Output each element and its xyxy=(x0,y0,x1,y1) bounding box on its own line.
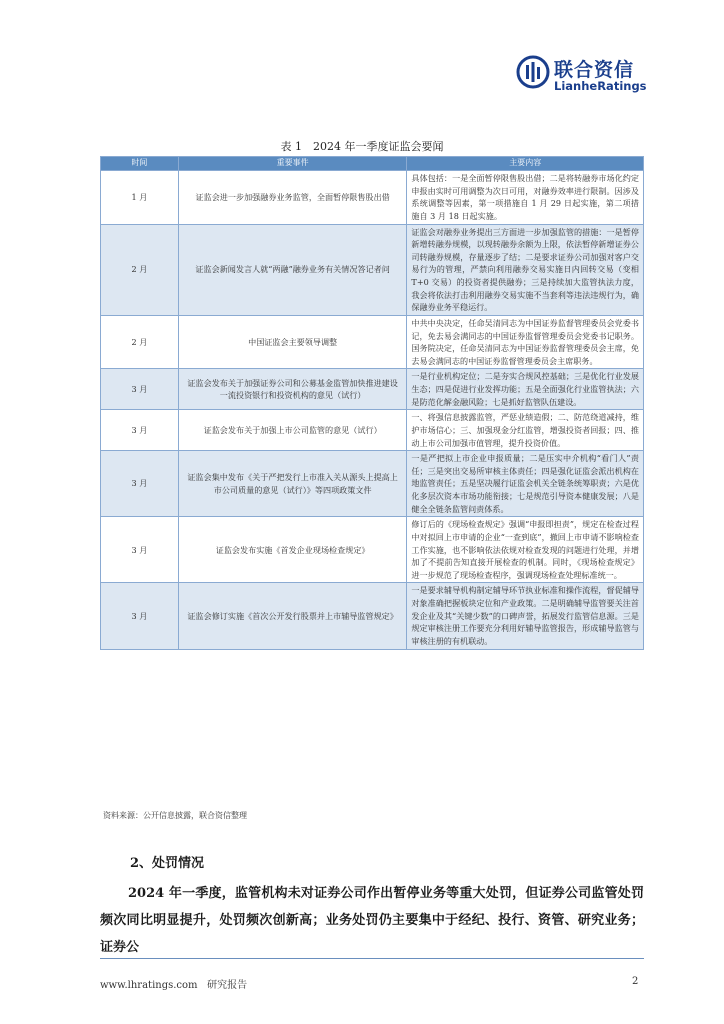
header-time: 时间 xyxy=(101,157,179,171)
row-content: 修订后的《现场检查规定》强调“申报即担责”，规定在检查过程中对拟回上市申请的企业“一查到底”，撤回上市申请不影响检查工作实施，也不影响依法依规对检查发现的问题进行处理，并增加了不提前告知直接开展检查的机制。同时，《现场检查规定》进一步规范了现场检查程序，强调现场检查处理标准统一。 xyxy=(407,517,644,583)
row-event: 证监会修订实施《首次公开发行股票并上市辅导监管规定》 xyxy=(178,583,407,649)
table-row xyxy=(101,517,644,583)
csrc-events-table xyxy=(100,156,644,650)
row-event: 证监会发布关于加强上市公司监管的意见（试行） xyxy=(178,410,407,451)
logo-chinese-name: 联合资信 xyxy=(554,59,635,81)
row-time: 1 月 xyxy=(101,171,179,225)
row-event: 证监会发布实施《首发企业现场检查规定》 xyxy=(178,517,407,583)
row-content: 一是严把拟上市企业申报质量；二是压实中介机构“看门人”责任；三是突出交易所审核主体责任；四是强化证监会派出机构在地监管责任；五是坚决履行证监会机关全链条统筹职责；六是优化多层次资本市场功能衔接；七是规范引导资本健康发展；八是健全全链条监管问责体系。 xyxy=(407,451,644,517)
table-row xyxy=(101,315,644,369)
table-row xyxy=(101,224,644,315)
row-content: 证监会对融券业务提出三方面进一步加强监管的措施：一是暂停新增转融券规模，以现转融券余额为上限，依法暂停新增证券公司转融券规模，存量逐步了结；二是要求证券公司加强对客户交易行为的管理，严禁向利用融券交易实施日内回转交易（变相 T+0 交易）的投资者提供融券；三是持续加大监管执法力度，我会将依法打击利用融券交易实施不当套利等违法违规行为，确保融券业务平稳运行。 xyxy=(407,224,644,315)
row-content: 具体包括：一是全面暂停限售股出借；二是将转融券市场化约定申报由实时可用调整为次日可用，对融券效率进行限制。因涉及系统调整等因素，第一项措施自 1 月 29 日起实施，第二项措施自 3 月 18 日起实施。 xyxy=(407,171,644,225)
table-row xyxy=(101,369,644,410)
logo-english-name: LianheRatings xyxy=(554,79,647,93)
table-title: 表 1 2024 年一季度证监会要闻 xyxy=(280,140,444,153)
row-time: 3 月 xyxy=(101,517,179,583)
header-event: 重要事件 xyxy=(178,157,407,171)
lianhe-logo xyxy=(516,55,646,95)
table-row xyxy=(101,451,644,517)
row-content: 一是行业机构定位；二是夯实合规风控基础；三是优化行业发展生态；四是促进行业发挥功能；五是全面强化行业监管执法；六是防范化解金融风险；七是抓好监管队伍建设。 xyxy=(407,369,644,410)
table-header-row xyxy=(101,157,644,171)
row-event: 证监会集中发布《关于严把发行上市准入关从源头上提高上市公司质量的意见（试行）》等四项政策文件 xyxy=(178,451,407,517)
section-paragraph: 2024 年一季度，监管机构未对证券公司作出暂停业务等重大处罚，但证券公司监管处罚频次同比明显提升，处罚频次创新高；业务处罚仍主要集中于经纪、投行、资管、研究业务；证券公 xyxy=(100,886,644,955)
table-source-note: 资料来源：公开信息披露，联合资信整理 xyxy=(103,811,247,820)
footer-divider xyxy=(100,958,644,959)
row-event: 证监会新闻发言人就“两融”融券业务有关情况答记者问 xyxy=(178,224,407,315)
section-heading: 2、处罚情况 xyxy=(130,856,205,871)
row-time: 3 月 xyxy=(101,583,179,649)
row-time: 2 月 xyxy=(101,224,179,315)
table-row xyxy=(101,171,644,225)
page-number: 2 xyxy=(632,976,639,987)
row-content: 中共中央决定，任命吴清同志为中国证券监督管理委员会党委书记，免去易会满同志的中国证券监督管理委员会党委书记职务。国务院决定，任命吴清同志为中国证券监督管理委员会主席，免去易会满同志的中国证券监督管理委员会主席职务。 xyxy=(407,315,644,369)
header-content: 主要内容 xyxy=(407,157,644,171)
row-time: 3 月 xyxy=(101,369,179,410)
table-row xyxy=(101,583,644,649)
footer-doc-type: 研究报告 xyxy=(207,980,248,991)
footer-site xyxy=(100,976,247,991)
row-time: 2 月 xyxy=(101,315,179,369)
row-time: 3 月 xyxy=(101,410,179,451)
row-event: 证监会发布关于加强证券公司和公募基金监管加快推进建设一流投资银行和投资机构的意见（试行） xyxy=(178,369,407,410)
row-content: 一、将强信息披露监管，严惩业绩造假；二、防范绕道减持，维护市场信心；三、加强现金分红监管，增强投资者回报；四、推动上市公司加强市值管理，提升投资价值。 xyxy=(407,410,644,451)
row-event: 中国证监会主要领导调整 xyxy=(178,315,407,369)
table-row xyxy=(101,410,644,451)
row-content: 一是要求辅导机构制定辅导环节执业标准和操作流程，督促辅导对象准确把握板块定位和产业政策。二是明确辅导监管要关注首发企业及其“关键少数”的口碑声誉，拓展发行监管信息源。三是规定审核注册工作要充分利用好辅导监管报告，形成辅导监管与审核注册的有机联动。 xyxy=(407,583,644,649)
row-event: 证监会进一步加强融券业务监管，全面暂停限售股出借 xyxy=(178,171,407,225)
row-time: 3 月 xyxy=(101,451,179,517)
footer-website-link[interactable]: www.lhratings.com xyxy=(100,980,198,991)
lianhe-logo-icon xyxy=(516,55,550,89)
